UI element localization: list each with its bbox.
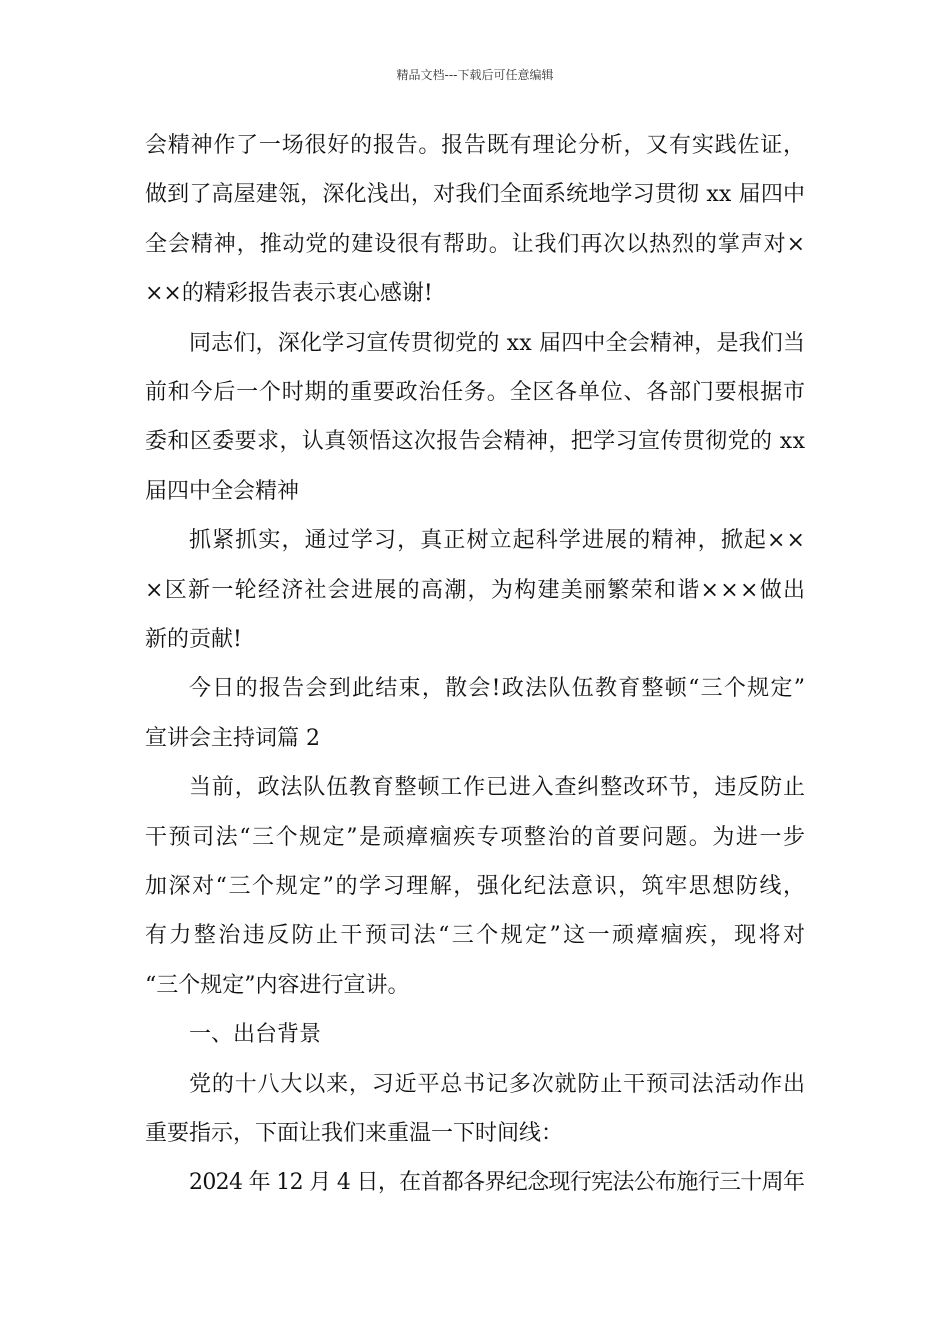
text-line-content: 一、出台背景: [189, 1022, 322, 1047]
text-line-content: 抓紧抓实，通过学习，真正树立起科学进展的精神，掀起××: [189, 528, 807, 553]
page-header: 精品文档---下载后可任意编辑: [396, 68, 554, 82]
text-line-content: 当前，政法队伍教育整顿工作已进入查纠整改环节，违反防止: [189, 775, 806, 800]
text-line-content: 2024 年 12 月 4 日，在首都各界纪念现行宪法公布施行三十周年: [189, 1170, 805, 1195]
text-line-content: 宣讲会主持词篇 2: [145, 726, 320, 751]
text-line-content: 干预司法“三个规定”是顽瘴痼疾专项整治的首要问题。为进一步: [145, 825, 807, 850]
text-line-content: 有力整治违反防止干预司法“三个规定”这一顽瘴痼疾，现将对: [145, 923, 808, 948]
text-line-content: “三个规定”内容进行宣讲。: [145, 973, 410, 998]
text-line-content: 今日的报告会到此结束，散会!政法队伍教育整顿“三个规定”: [189, 676, 807, 701]
text-line-content: 全会精神，推动党的建设很有帮助。让我们再次以热烈的掌声对×: [145, 232, 806, 257]
text-line-content: 委和区委要求，认真领悟这次报告会精神，把学习宣传贯彻党的 xx: [145, 429, 806, 454]
text-line-content: 党的十八大以来，习近平总书记多次就防止干预司法活动作出: [189, 1072, 806, 1097]
text-line-content: ××的精彩报告表示衷心感谢!: [145, 281, 433, 306]
text-line-content: 做到了高屋建瓴，深化浅出，对我们全面系统地学习贯彻 xx 届四中: [145, 182, 806, 207]
text-line-content: 重要指示，下面让我们来重温一下时间线：: [145, 1121, 564, 1146]
text-line-content: 会精神作了一场很好的报告。报告既有理论分析，又有实践佐证，: [145, 133, 806, 158]
text-line-content: 届四中全会精神: [145, 479, 300, 504]
text-line-content: ×区新一轮经济社会进展的高潮，为构建美丽繁荣和谐×××做出: [145, 578, 807, 603]
text-line-content: 前和今后一个时期的重要政治任务。全区各单位、各部门要根据市: [145, 380, 806, 405]
text-line-content: 同志们，深化学习宣传贯彻党的 xx 届四中全会精神，是我们当: [189, 331, 806, 356]
text-line-content: 新的贡献!: [145, 627, 242, 652]
text-line-content: 加深对“三个规定”的学习理解，强化纪法意识，筑牢思想防线，: [145, 874, 807, 899]
